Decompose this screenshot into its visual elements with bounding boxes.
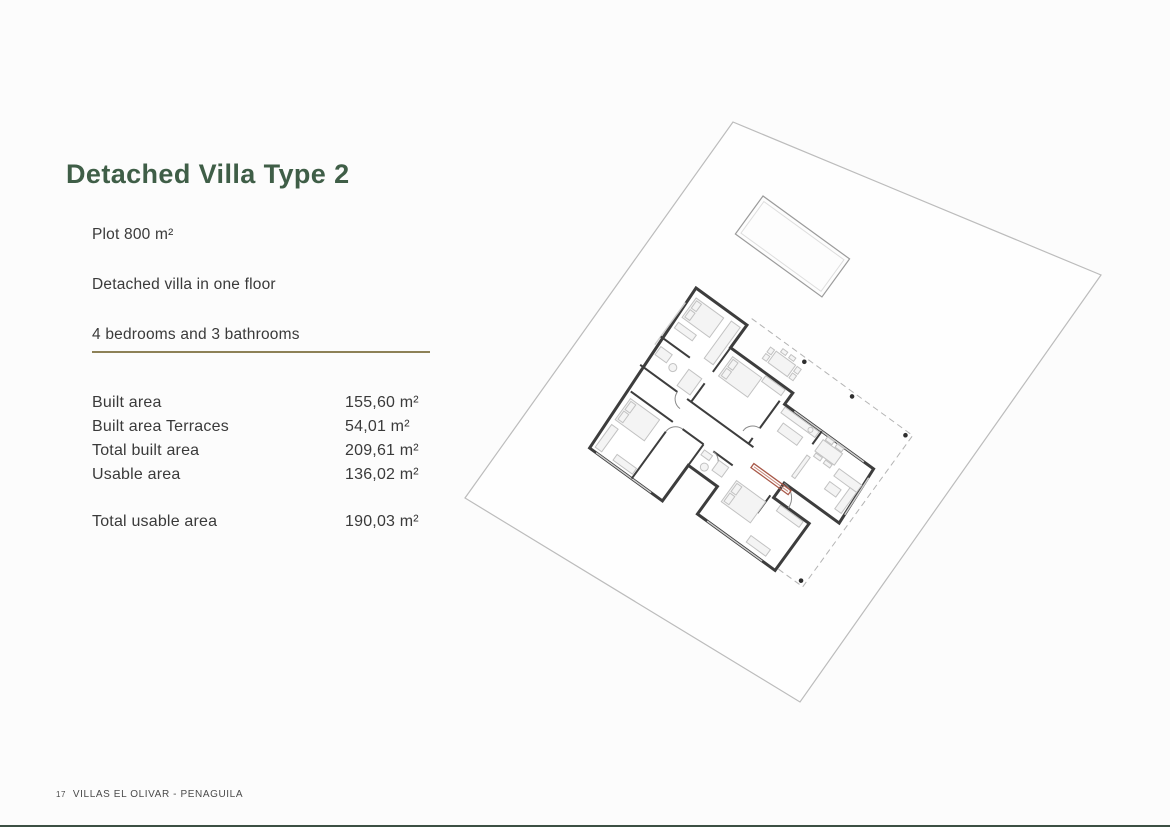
summary-floors: Detached villa in one floor — [92, 276, 276, 293]
page-title: Detached Villa Type 2 — [66, 159, 350, 190]
spec-value: 54,01 m² — [345, 418, 410, 435]
spec-value: 155,60 m² — [345, 394, 419, 411]
spec-label: Total built area — [92, 442, 200, 459]
spec-label: Usable area — [92, 466, 181, 483]
page-number: 17 — [56, 790, 66, 799]
spec-value: 136,02 m² — [345, 466, 419, 483]
spec-label: Total usable area — [92, 513, 218, 530]
spec-value: 209,61 m² — [345, 442, 419, 459]
spec-label: Built area — [92, 394, 162, 411]
spec-value: 190,03 m² — [345, 513, 419, 530]
footer — [56, 789, 243, 800]
footer-project-label: VILLAS EL OLIVAR - PENAGUILA — [72, 789, 244, 800]
summary-rooms: 4 bedrooms and 3 bathrooms — [92, 326, 300, 343]
summary-plot: Plot 800 m² — [92, 226, 174, 243]
spec-label: Built area Terraces — [92, 418, 229, 435]
